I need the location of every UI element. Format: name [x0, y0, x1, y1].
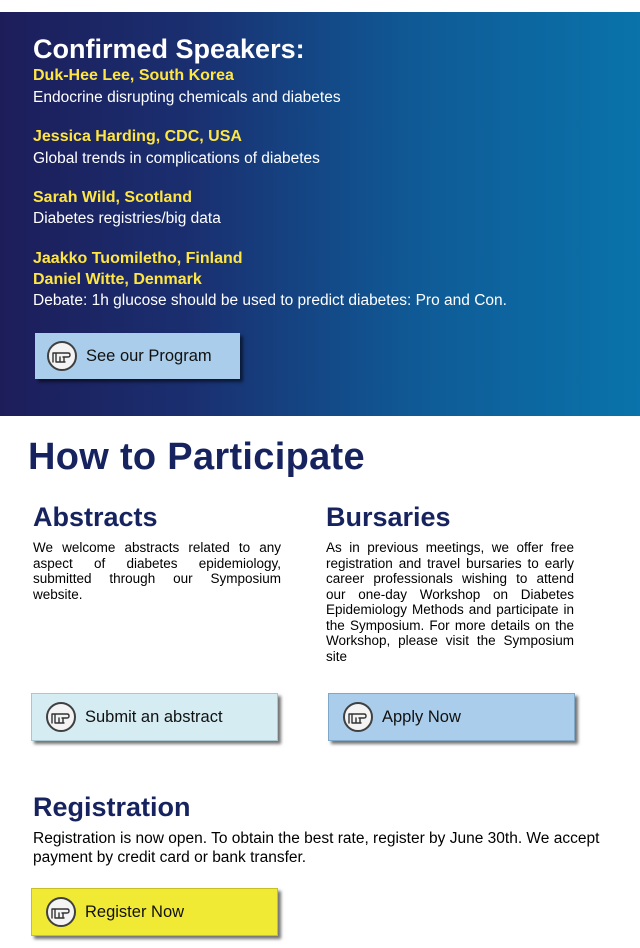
- apply-now-button[interactable]: [328, 693, 575, 741]
- see-program-button[interactable]: [35, 333, 240, 379]
- submit-abstract-button[interactable]: [31, 693, 278, 741]
- abstracts-heading: Abstracts: [33, 502, 158, 532]
- submit-abstract-label: Submit an abstract: [85, 707, 223, 726]
- apply-now-label: Apply Now: [382, 707, 461, 726]
- abstracts-text: We welcome abstracts related to any aspect of diabetes epidemiology, submitted through our Symposium website.: [33, 540, 281, 602]
- speaker-topic: Debate: 1h glucose should be used to predict diabetes: Pro and Con.: [33, 292, 507, 309]
- pointing-hand-icon: [46, 702, 76, 732]
- registration-text: Registration is now open. To obtain the best rate, register by June 30th. We accept payment by credit card or bank transfer.: [33, 830, 600, 866]
- speaker-name-second: Daniel Witte, Denmark: [33, 271, 202, 288]
- pointing-hand-icon: [46, 897, 76, 927]
- register-now-label: Register Now: [85, 902, 185, 921]
- speaker-topic: Global trends in complications of diabetes: [33, 150, 320, 167]
- speakers-title: Confirmed Speakers:: [33, 34, 305, 64]
- speaker-name: Jessica Harding, CDC, USA: [33, 128, 242, 145]
- speaker-name: Jaakko Tuomiletho, Finland: [33, 250, 243, 267]
- top-spacer: [0, 0, 640, 12]
- register-now-button[interactable]: [31, 888, 278, 936]
- pointing-hand-icon: [47, 341, 77, 371]
- participate-title: How to Participate: [28, 436, 365, 478]
- speaker-topic: Endocrine disrupting chemicals and diabetes: [33, 89, 341, 106]
- speaker-name: Duk-Hee Lee, South Korea: [33, 67, 234, 84]
- see-program-label: See our Program: [86, 346, 212, 365]
- bursaries-text: As in previous meetings, we offer free registration and travel bursaries to early career professionals wishing to attend our one-day Workshop on Diabetes Epidemiology Methods and participate in the Symposium. For more details on the Workshop, please visit the Symposium site: [326, 540, 574, 664]
- pointing-hand-icon: [343, 702, 373, 732]
- speaker-topic: Diabetes registries/big data: [33, 210, 221, 227]
- registration-heading: Registration: [33, 792, 191, 822]
- speaker-name: Sarah Wild, Scotland: [33, 189, 192, 206]
- bursaries-heading: Bursaries: [326, 502, 451, 532]
